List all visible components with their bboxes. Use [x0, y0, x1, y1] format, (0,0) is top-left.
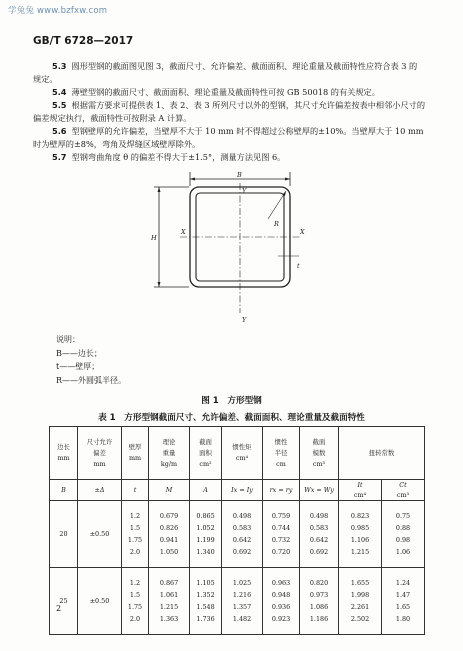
arrow-h-bottom: [158, 282, 161, 287]
symbol-unit: cm⁴: [353, 491, 367, 499]
symbol-cell: [339, 480, 382, 501]
section-properties-table: [49, 426, 425, 635]
clause-number: 5.3: [52, 61, 67, 71]
watermark: 学兔兔 www.bzfxw.com: [8, 6, 108, 16]
value: 0.732: [271, 536, 291, 544]
column-header-line: 重量: [162, 448, 176, 457]
column-header-line: 截面: [312, 437, 326, 446]
value: 1.215: [350, 548, 370, 557]
label-t: t: [297, 262, 300, 270]
clause-number: 5.7: [52, 152, 67, 162]
value-column-cell: [382, 501, 425, 568]
standard-number: GB/T 6728—2017: [33, 35, 134, 47]
column-header-line: 半径: [274, 448, 288, 457]
legend-item-b: B——边长；: [56, 348, 102, 358]
value: 0.98: [395, 536, 411, 544]
value: 0.583: [232, 523, 252, 532]
column-header-line: 截面: [199, 437, 212, 446]
value: 0.720: [271, 548, 291, 557]
value: 2.0: [129, 548, 141, 557]
column-header-line: 壁厚: [128, 443, 142, 451]
column-header-line: 偏差: [93, 448, 106, 457]
value: 0.692: [309, 548, 329, 557]
column-header-line: 理论: [162, 437, 176, 446]
value: 0.498: [232, 511, 252, 520]
value: 0.583: [309, 523, 329, 532]
column-header: [78, 427, 122, 480]
column-header-line: 模数: [312, 448, 326, 457]
column-header-line: mm: [128, 454, 142, 462]
value: 1.216: [232, 590, 252, 599]
column-header-line: 面积: [199, 448, 212, 457]
clause-text: 偏差规定执行，截面特性可按附录 A 计算。: [33, 113, 192, 123]
arrow-b-left: [190, 178, 195, 181]
arrow-h-top: [158, 187, 161, 192]
value: 1.061: [159, 590, 179, 599]
legend-title: 说明：: [56, 335, 80, 344]
value: 1.998: [350, 590, 370, 599]
value: 1.5: [129, 590, 141, 599]
value-column-cell: [300, 501, 339, 568]
legend-item-t: t——壁厚；: [56, 362, 100, 371]
value: 0.642: [309, 536, 329, 544]
column-header: [50, 427, 78, 480]
value: 1.363: [159, 615, 179, 624]
symbol-cell: A: [190, 480, 222, 501]
value: 0.826: [159, 523, 179, 532]
value: 0.865: [196, 511, 215, 520]
label-b: B: [237, 171, 242, 179]
legend-item-r: R——外圆弧半径。: [56, 375, 127, 385]
page-number: 2: [56, 604, 62, 613]
value: 0.692: [232, 548, 252, 557]
label-y-top: Y: [242, 187, 247, 195]
value: 1.106: [350, 536, 370, 544]
side-length-cell: 25: [50, 568, 78, 635]
value: 0.744: [271, 523, 291, 532]
column-header: [300, 427, 339, 480]
value-column-cell: [122, 568, 149, 635]
value-column-cell: [222, 501, 263, 568]
symbol-cell: B: [50, 480, 78, 501]
column-header-line: 扭转常数: [368, 448, 395, 457]
value-column-cell: [149, 501, 190, 568]
value: 0.820: [309, 578, 329, 587]
value: 1.655: [350, 578, 370, 587]
value: 1.736: [196, 615, 215, 624]
side-length-cell: 20: [50, 501, 78, 568]
value-column-cell: [263, 568, 300, 635]
radius-leader: [268, 191, 286, 219]
value-column-cell: [190, 501, 222, 568]
column-header-line: 边长: [57, 443, 70, 451]
value-column-cell: [222, 568, 263, 635]
value: 0.963: [271, 578, 291, 587]
column-header: [222, 427, 263, 480]
value: 0.759: [271, 511, 291, 520]
column-header-line: kg/m: [160, 459, 178, 468]
clause-number: 5.4: [52, 87, 67, 97]
label-h: H: [151, 234, 157, 242]
value: 1.548: [196, 603, 215, 611]
tolerance-cell: ±0.50: [78, 568, 122, 635]
table-row: [50, 568, 425, 635]
value: 1.482: [232, 615, 252, 624]
value: 2.0: [129, 615, 141, 624]
value: 1.357: [232, 603, 252, 611]
value-column-cell: [300, 568, 339, 635]
value: 1.352: [196, 590, 215, 599]
value: 0.498: [309, 511, 329, 520]
value: 0.923: [271, 615, 291, 624]
value: 0.936: [271, 603, 291, 611]
column-header-line: 惯性矩: [232, 443, 252, 451]
clause-line: [52, 125, 437, 138]
table-caption: 表 1 方形型钢截面尺寸、允许偏差、截面面积、理论重量及截面特性: [98, 413, 365, 423]
clause-text: 圆形型钢的截面图见图 3，截面尺寸、允许偏差、截面面积、理论重量及截面特性应符合表 3 的: [71, 61, 418, 71]
label-r: R: [274, 220, 279, 228]
symbol-cell: M: [149, 480, 190, 501]
value: 1.340: [196, 548, 215, 557]
clause-line: [33, 138, 418, 151]
label-y-bottom: Y: [242, 316, 247, 324]
value: 1.050: [159, 548, 179, 557]
value: 1.105: [196, 578, 215, 587]
symbol-cell: [382, 480, 425, 501]
clause-text: 薄壁型钢的截面尺寸、截面面积、理论重量及截面特性可按 GB 50018 的有关规定。: [71, 87, 380, 97]
value: 1.215: [159, 603, 179, 611]
value: 1.5: [129, 523, 141, 532]
value: 1.052: [196, 523, 215, 532]
value-column-cell: [382, 568, 425, 635]
value: 2.502: [350, 615, 370, 624]
value-column-cell: [339, 568, 382, 635]
column-header: [263, 427, 300, 480]
label-x-right: X: [300, 228, 305, 236]
figure-caption: 图 1 方形型钢: [201, 396, 262, 406]
clause-text: 型钢弯曲角度 θ 的偏差不得大于±1.5°，测量方法见图 6。: [71, 152, 286, 162]
value: 0.985: [350, 523, 370, 532]
label-x-left: X: [181, 228, 186, 236]
column-header-line: cm²: [199, 459, 212, 468]
column-header: [149, 427, 190, 480]
clause-line: [52, 99, 437, 112]
value: 0.88: [395, 523, 411, 532]
column-header: [190, 427, 222, 480]
value: 1.75: [127, 603, 143, 611]
value: 1.086: [309, 603, 329, 611]
value: 0.679: [159, 511, 179, 520]
clause-line: [52, 151, 437, 164]
arrow-b-right: [285, 178, 290, 181]
symbol-text: It: [357, 481, 363, 489]
value: 0.823: [350, 511, 370, 520]
clause-line: [33, 112, 418, 125]
value: 1.65: [395, 603, 411, 611]
column-header-line: cm⁴: [235, 454, 249, 462]
legend: [56, 333, 126, 387]
value-column-cell: [122, 501, 149, 568]
symbol-cell: rx = ry: [263, 480, 300, 501]
column-header-line: mm: [93, 459, 106, 468]
column-header-line: 惯性: [274, 437, 288, 446]
value-column-cell: [149, 568, 190, 635]
column-header-line: 尺寸允许: [86, 437, 113, 446]
clause-line: [52, 60, 437, 73]
value: 0.642: [232, 536, 252, 544]
value: 2.261: [350, 603, 370, 611]
value: 1.186: [309, 615, 329, 624]
value-column-cell: [190, 568, 222, 635]
clause-text: 时为壁厚的±8%，弯角及焊缝区域壁厚除外。: [33, 139, 201, 149]
symbol-cell: Ix = Iy: [222, 480, 263, 501]
value: 0.941: [159, 536, 179, 544]
value: 0.948: [271, 590, 291, 599]
table-row: [50, 501, 425, 568]
value: 1.47: [395, 590, 411, 599]
symbol-unit: cm³: [396, 491, 410, 499]
symbol-text: Ct: [399, 481, 407, 489]
value: 1.80: [395, 615, 411, 624]
value: 1.199: [196, 536, 215, 544]
value: 0.973: [309, 590, 329, 599]
clause-line: [33, 73, 418, 86]
value-column-cell: [339, 501, 382, 568]
column-header: [122, 427, 149, 480]
value: 1.75: [127, 536, 143, 544]
clause-text: 根据需方要求可提供表 1、表 2、表 3 所列尺寸以外的型钢，其尺寸允许偏差按表中相邻小尺寸的: [71, 100, 426, 110]
clause-number: 5.6: [52, 126, 67, 136]
value: 1.2: [129, 511, 141, 520]
value-column-cell: [263, 501, 300, 568]
value: 0.867: [159, 578, 179, 587]
column-header-line: mm: [57, 454, 70, 462]
tolerance-cell: ±0.50: [78, 501, 122, 568]
clause-line: [52, 86, 437, 99]
table-symbol-row: [50, 480, 425, 501]
clause-text: 规定。: [33, 74, 58, 84]
clause-text: 型钢壁厚的允许偏差，当壁厚不大于 10 mm 时不得超过公称壁厚的±10%。当壁厚大于 10 mm: [71, 126, 424, 136]
symbol-cell: t: [122, 480, 149, 501]
square-section-figure: [150, 170, 320, 330]
value: 1.025: [232, 578, 252, 587]
table-header-row: [50, 427, 425, 480]
column-header-line: cm³: [312, 459, 326, 468]
value: 1.2: [129, 578, 141, 587]
value: 1.06: [395, 548, 411, 557]
column-header-line: cm: [276, 459, 286, 468]
symbol-cell: ±Δ: [78, 480, 122, 501]
value: 1.24: [395, 578, 411, 587]
symbol-cell: Wx = Wy: [300, 480, 339, 501]
value: 0.75: [395, 511, 411, 520]
column-header: [339, 427, 425, 480]
clause-number: 5.5: [52, 100, 67, 110]
